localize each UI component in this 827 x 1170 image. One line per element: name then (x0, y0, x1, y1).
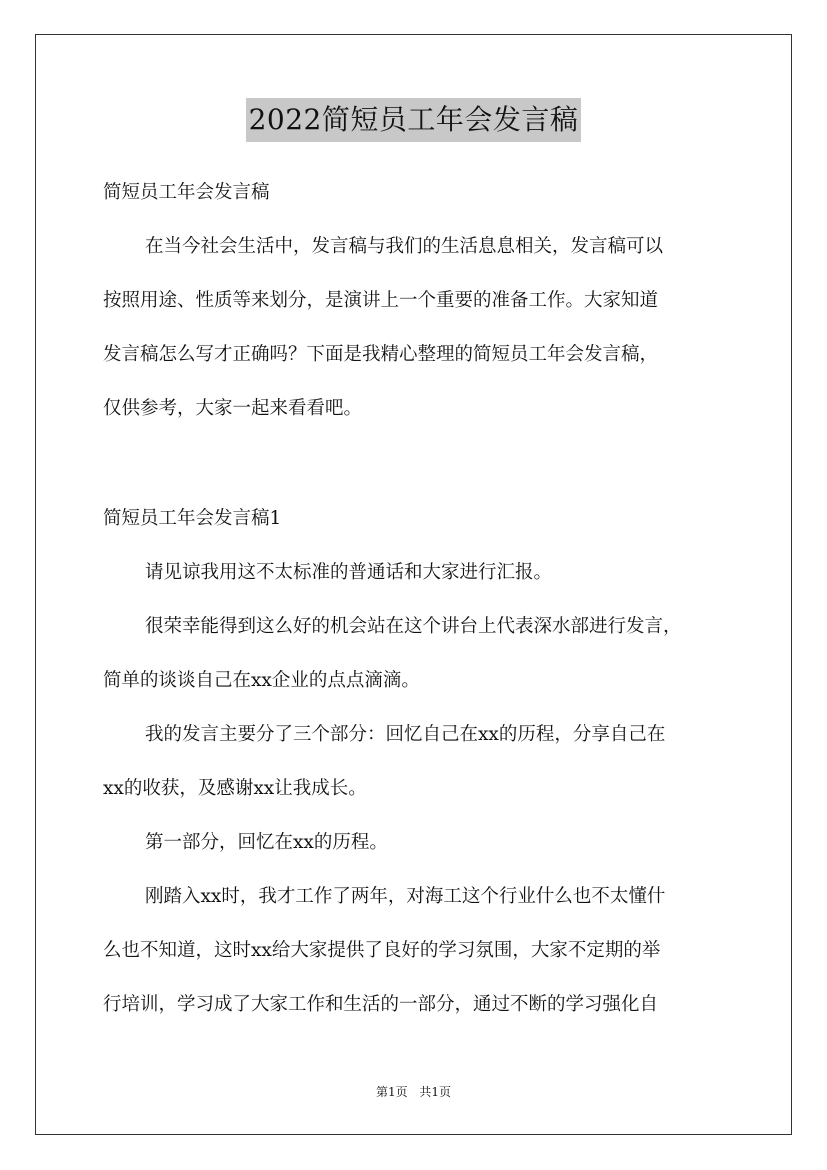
paragraph-line: 在当今社会生活中，发言稿与我们的生活息息相关，发言稿可以 (145, 236, 664, 257)
section-heading: 简短员工年会发言稿 (103, 182, 270, 203)
paragraph-line: 按照用途、性质等来划分，是演讲上一个重要的准备工作。大家知道 (103, 290, 659, 311)
paragraph-line: 仅供参考，大家一起来看看吧。 (103, 398, 363, 419)
paragraph-line: 简单的谈谈自己在xx企业的点点滴滴。 (103, 670, 420, 691)
page-number-current: 第1页 (375, 1085, 408, 1099)
page-footer (0, 1082, 827, 1102)
paragraph-line: 发言稿怎么写才正确吗？下面是我精心整理的简短员工年会发言稿， (103, 344, 659, 365)
paragraph-line: 我的发言主要分了三个部分：回忆自己在xx的历程，分享自己在 (145, 724, 666, 745)
paragraph-line: 第一部分，回忆在xx的历程。 (145, 832, 388, 853)
paragraph-line: 请见谅我用这不太标准的普通话和大家进行汇报。 (145, 562, 553, 583)
paragraph-line: xx的收获，及感谢xx让我成长。 (103, 778, 367, 799)
paragraph-line: 很荣幸能得到这么好的机会站在这个讲台上代表深水部进行发言， (145, 616, 682, 637)
document-title: 2022简短员工年会发言稿 (246, 98, 582, 142)
page-number-total: 共1页 (419, 1085, 452, 1099)
paragraph-line: 行培训，学习成了大家工作和生活的一部分，通过不断的学习强化自 (103, 994, 659, 1015)
paragraph-line: 么也不知道，这时xx给大家提供了良好的学习氛围，大家不定期的举 (103, 940, 661, 961)
title-container (0, 98, 827, 142)
paragraph-line: 刚踏入xx时，我才工作了两年，对海工这个行业什么也不太懂什 (145, 886, 666, 907)
section-heading: 简短员工年会发言稿1 (103, 508, 282, 529)
